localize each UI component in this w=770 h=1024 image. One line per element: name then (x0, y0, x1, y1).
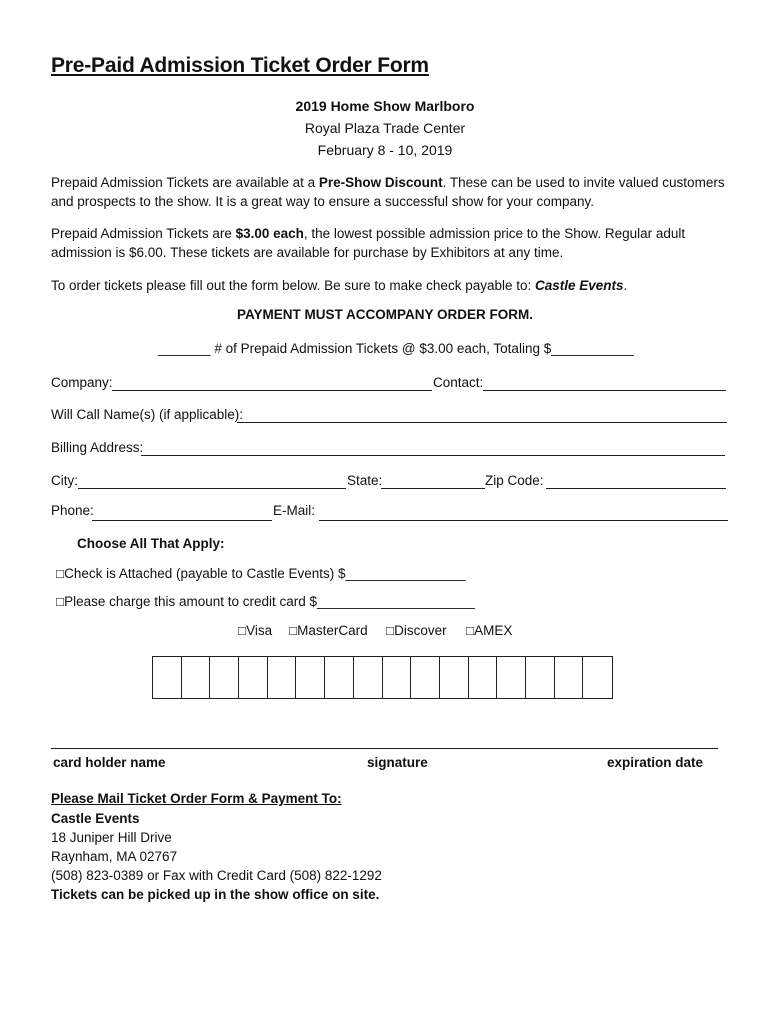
phone-field[interactable] (92, 520, 272, 521)
billing-address-label: Billing Address: (51, 440, 144, 455)
state-label: State: (347, 473, 383, 488)
card-digit-box[interactable] (182, 657, 211, 698)
company-label: Company: (51, 375, 113, 390)
contact-label: Contact: (433, 375, 484, 390)
card-digit-box[interactable] (153, 657, 182, 698)
card-digit-box[interactable] (555, 657, 584, 698)
check-attached-option[interactable]: □Check is Attached (payable to Castle Events) $________________ (56, 566, 466, 581)
expiration-date-label: expiration date (607, 755, 704, 770)
card-digit-box[interactable] (469, 657, 498, 698)
ticket-order-line[interactable]: _______ # of Prepaid Admission Tickets @ $3.00 each, Totaling $___________ (158, 341, 634, 356)
card-number-grid[interactable] (152, 656, 613, 699)
event-venue: Royal Plaza Trade Center (304, 120, 466, 136)
card-digit-box[interactable] (354, 657, 383, 698)
event-dates: February 8 - 10, 2019 (317, 142, 453, 158)
card-digit-box[interactable] (239, 657, 268, 698)
page-title: Pre-Paid Admission Ticket Order Form (51, 54, 429, 77)
company-field[interactable] (112, 390, 432, 391)
signature-line[interactable] (51, 748, 718, 749)
signature-label: signature (367, 755, 428, 770)
city-label: City: (51, 473, 78, 488)
choose-heading: Choose All That Apply: (77, 536, 225, 551)
phone-label: Phone: (51, 503, 94, 518)
mastercard-checkbox[interactable]: □MasterCard (289, 623, 368, 638)
card-digit-box[interactable] (583, 657, 612, 698)
mail-company: Castle Events (51, 811, 140, 826)
payment-notice: PAYMENT MUST ACCOMPANY ORDER FORM. (236, 307, 533, 322)
card-digit-box[interactable] (411, 657, 440, 698)
mail-city: Raynham, MA 02767 (51, 849, 178, 864)
state-field[interactable] (381, 488, 485, 489)
card-digit-box[interactable] (296, 657, 325, 698)
intro-paragraph-1: Prepaid Admission Tickets are available at a Pre-Show Discount. These can be used to invite valued customers and prospects to the show. It is a great way to ensure a successful show for your company. (51, 175, 725, 209)
zip-code-field[interactable] (546, 488, 726, 489)
visa-checkbox[interactable]: □Visa (238, 623, 273, 638)
card-digit-box[interactable] (325, 657, 354, 698)
mail-street: 18 Juniper Hill Drive (51, 830, 172, 845)
will-call-label: Will Call Name(s) (if applicable): (51, 407, 244, 422)
card-digit-box[interactable] (268, 657, 297, 698)
mail-phone-fax: (508) 823-0389 or Fax with Credit Card (508) 822-1292 (51, 868, 382, 883)
card-digit-box[interactable] (526, 657, 555, 698)
discover-checkbox[interactable]: □Discover (386, 623, 447, 638)
billing-address-field[interactable] (141, 455, 725, 456)
card-digit-box[interactable] (440, 657, 469, 698)
card-digit-box[interactable] (383, 657, 412, 698)
contact-field[interactable] (483, 390, 726, 391)
intro-paragraph-3: To order tickets please fill out the form below. Be sure to make check payable to: Castle Events. (51, 278, 628, 293)
email-field[interactable] (319, 520, 728, 521)
card-digit-box[interactable] (497, 657, 526, 698)
event-name: 2019 Home Show Marlboro (295, 98, 475, 114)
card-holder-name-label: card holder name (53, 755, 166, 770)
amex-checkbox[interactable]: □AMEX (466, 623, 513, 638)
mail-heading: Please Mail Ticket Order Form & Payment To: (51, 791, 342, 806)
card-digit-box[interactable] (210, 657, 239, 698)
email-label: E-Mail: (273, 503, 316, 518)
zip-code-label: Zip Code: (485, 473, 544, 488)
credit-card-option[interactable]: □Please charge this amount to credit card $_____________________ (56, 594, 475, 609)
pickup-note: Tickets can be picked up in the show office on site. (51, 887, 380, 902)
intro-paragraph-2: Prepaid Admission Tickets are $3.00 each, the lowest possible admission price to the Show. Regular adult admission is $6.00. These tickets are available for purchase by Exhibitors at any time. (51, 226, 686, 260)
city-field[interactable] (78, 488, 346, 489)
will-call-field[interactable] (237, 422, 727, 423)
